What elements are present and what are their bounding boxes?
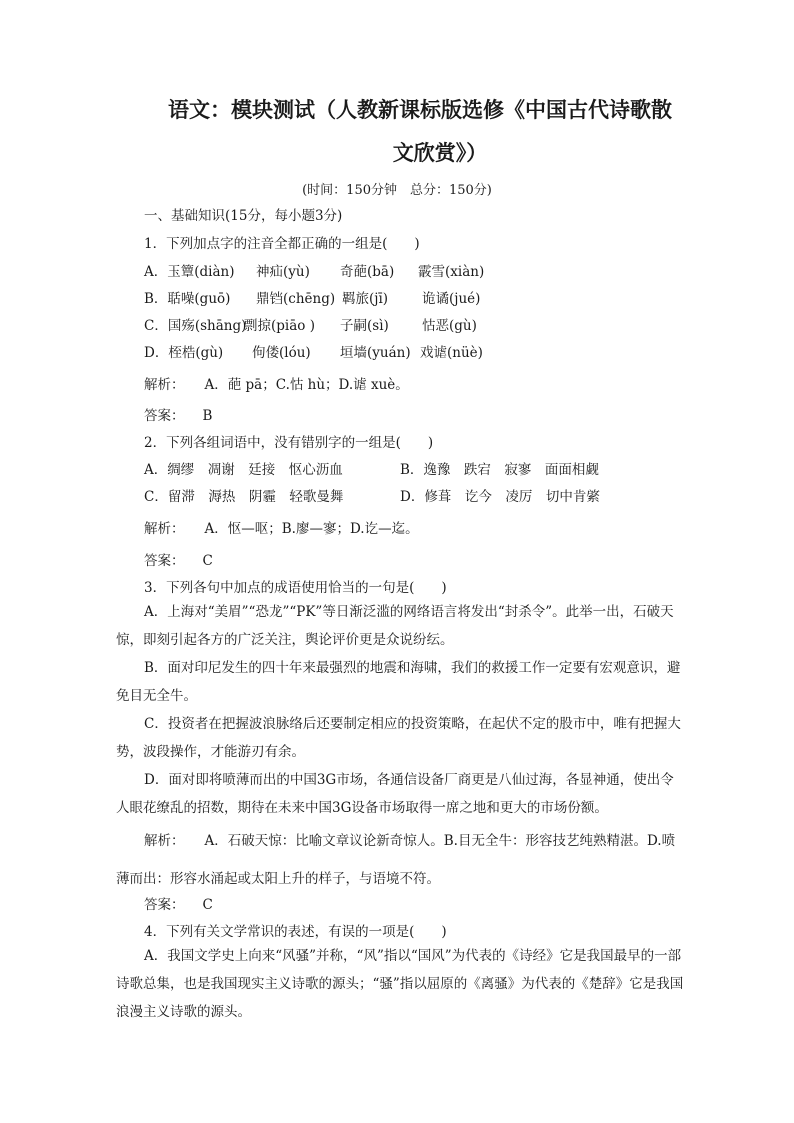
option-item: 怙恶(gù)	[422, 318, 477, 334]
option-item: 戏谑(nüè)	[420, 345, 483, 361]
answer-label: 答案：	[144, 897, 185, 913]
option-item: 神疝(yù)	[256, 264, 310, 280]
title-line-2: 文欣赏》）	[392, 140, 488, 165]
option-item: B．聒噪(guō)	[144, 291, 231, 307]
question-3-answer	[144, 895, 213, 915]
question-2-option-c: C．留滞 溽热 阴霾 轻歌曼舞	[144, 489, 344, 505]
analysis-text: A．石破天惊：比喻文章议论新奇惊人。B.目无全牛：形容技艺纯熟精湛。D.喷薄而出：形容水涌起或太阳上升的样子，与语境不符。	[116, 833, 676, 887]
question-1-analysis	[144, 375, 409, 395]
question-3-stem: 3．下列各句中加点的成语使用恰当的一句是( )	[144, 580, 447, 596]
question-1-answer	[144, 406, 212, 426]
exam-time-score: (时间：150分钟 总分：150分)	[302, 183, 492, 198]
option-item: A．玉簟(diàn)	[144, 264, 235, 280]
document-title	[140, 88, 700, 174]
question-2-answer	[144, 551, 213, 571]
question-3-analysis	[116, 822, 684, 898]
question-4-option-a: A．我国文学史上向来“风骚”并称，“风”指以“国风”为代表的《诗经》它是我国最早的一部诗歌总集，也是我国现实主义诗歌的源头；“骚”指以屈原的《离骚》为代表的《楚辞》它是我国浪漫主义诗歌的源头。	[116, 948, 684, 1020]
analysis-text: A．葩 pā；C.怙 hù；D.谑 xuè。	[204, 377, 409, 393]
option-item: 子嗣(sì)	[340, 318, 389, 334]
question-3-option-a: A．上海对“美眉”“恐龙”“PK”等日渐泛滥的网络语言将发出“封杀令”。此举一出，石破天惊，即刻引起各方的广泛关注，舆论评价更是众说纷纭。	[116, 604, 674, 648]
question-2-option-a: A．绸缪 凋谢 廷接 怄心沥血	[144, 462, 343, 478]
question-3-option-d: D．面对即将喷薄而出的中国3G市场，各通信设备厂商更是八仙过海，各显神通，使出令人眼花缭乱的招数，期待在未来中国3G设备市场取得一席之地和更大的市场份额。	[116, 772, 674, 816]
option-item: C．国殇(shāng)	[144, 318, 247, 334]
question-2-option-d: D．修葺 讫今 凌厉 切中肯綮	[400, 489, 600, 505]
question-2-analysis	[144, 519, 419, 539]
option-item: 诡谲(jué)	[422, 291, 481, 307]
question-3-option-b: B．面对印尼发生的四十年来最强烈的地震和海啸，我们的救援工作一定要有宏观意识，避免目无全牛。	[116, 660, 681, 704]
option-item: 羁旅(jī)	[342, 291, 389, 307]
section-heading: 一、基础知识(15分，每小题3分)	[144, 208, 343, 224]
answer-value: C	[202, 897, 213, 913]
question-4-stem: 4．下列有关文学常识的表述，有误的一项是( )	[144, 924, 447, 940]
option-item: 佝偻(lóu)	[252, 345, 311, 361]
analysis-label: 解析：	[144, 377, 185, 393]
answer-label: 答案：	[144, 553, 185, 569]
answer-value: C	[202, 553, 213, 569]
option-item: 奇葩(bā)	[340, 264, 395, 280]
option-item: 垣墙(yuán)	[340, 345, 411, 361]
question-1-stem: 1．下列加点字的注音全都正确的一组是( )	[144, 236, 420, 252]
analysis-label: 解析：	[144, 833, 185, 849]
question-2-stem: 2．下列各组词语中，没有错别字的一组是( )	[144, 435, 434, 451]
option-item: 霰雪(xiàn)	[418, 264, 485, 280]
question-2-option-b: B．逸豫 跌宕 寂寥 面面相觑	[400, 462, 599, 478]
question-3-option-c: C．投资者在把握波浪脉络后还要制定相应的投资策略，在起伏不定的股市中，唯有把握大势，波段操作，才能游刃有余。	[116, 716, 681, 760]
option-item: 剽掠(piāo )	[244, 318, 315, 334]
title-line-1: 语文：模块测试（人教新课标版选修《中国古代诗歌散	[168, 97, 672, 122]
answer-value: B	[202, 408, 213, 424]
answer-label: 答案：	[144, 408, 185, 424]
option-item: D．桎梏(gù)	[144, 345, 224, 361]
option-item: 鼎铛(chēng)	[256, 291, 336, 307]
analysis-text: A．怄—呕；B.廖—寥；D.讫—迄。	[204, 521, 419, 537]
analysis-label: 解析：	[144, 521, 185, 537]
